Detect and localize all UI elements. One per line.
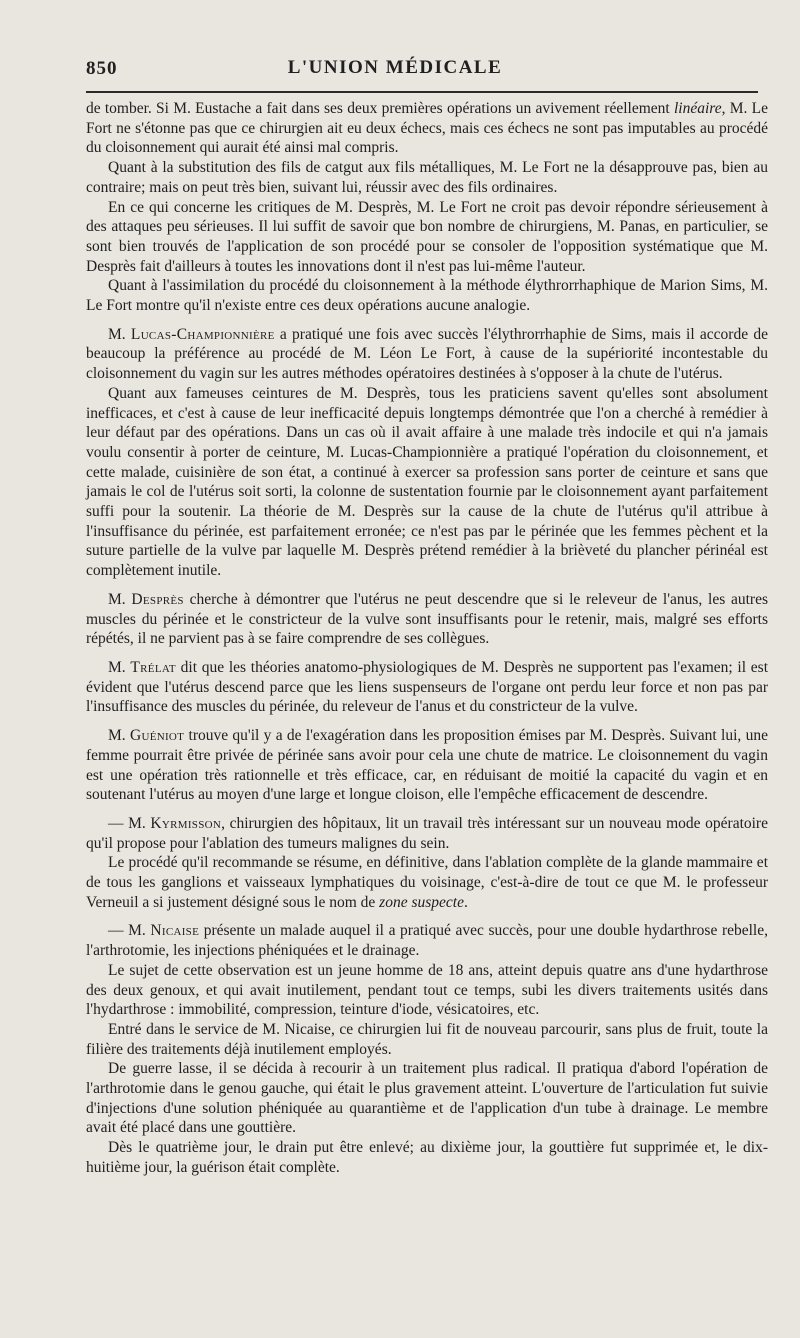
paragraph-p2 xyxy=(86,158,768,197)
text-run: Quant à l'assimilation du procédé du cloisonnement à la méthode élythrorrhaphique de Marion Sims, M. Le Fort montre qu'il n'existe entre ces deux opérations aucune analogie. xyxy=(86,277,768,315)
speaker-name: Lucas-Championnière xyxy=(130,325,275,343)
speaker-name: Kyrmisson xyxy=(150,814,222,832)
text-run: De guerre lasse, il se décida à recourir à un traitement plus radical. Il pratiqua d'abord l'opération de l'arthrotomie dans le genou gauche, qui était le plus gravement atteint. L'ouverture de l'articulation fut suivie d'injections d'une solution phéniquée au quarantième et de l'application d'un tube à drainage. Le membre avait été placé dans une gouttière. xyxy=(86,1060,768,1137)
emphasis-text: zone suspecte xyxy=(379,893,464,911)
paragraph-p9 xyxy=(86,726,768,805)
text-run: présente un malade auquel il a pratiqué avec succès, pour une double hydarthrose rebelle, l'arthrotomie, les injections phéniquées et le drainage. xyxy=(86,922,768,960)
text-run: M. xyxy=(108,727,130,745)
header-rule xyxy=(86,91,758,93)
page-number: 850 xyxy=(86,58,118,79)
text-run: — M. xyxy=(108,814,151,832)
text-run: Le procédé qu'il recommande se résume, en définitive, dans l'ablation complète de la glande mammaire et de tous les ganglions et vaisseaux lymphatiques du voisinage, c'est-à-dire de tout ce que M. le professeur Verneuil a si justement désigné sous le nom de xyxy=(86,854,768,911)
text-run: trouve qu'il y a de l'exagération dans les proposition émises par M. Desprès. Suivant lui, une femme pourrait être privée de périnée sans avoir pour cela une chute de matrice. Le cloisonnement du vagin est une opération très rationnelle et très efficace, car, en réduisant de moitié la capacité du vagin et en soutenant l'utérus au moyen d'une large et longue cloison, elle l'empêche efficacement de descendre. xyxy=(86,727,768,804)
paragraph-p12 xyxy=(86,921,768,960)
text-run: . xyxy=(463,893,468,911)
text-run: , M. Le Fort ne s'étonne pas que ce chirurgien ait eu deux échecs, mais ces échecs ne sont pas imputables au procédé du cloisonnement qui aurait été ainsi mal compris. xyxy=(86,100,768,157)
paragraph-p1 xyxy=(86,99,768,158)
running-title: L'UNION MÉDICALE xyxy=(287,57,503,78)
speaker-name: Nicaise xyxy=(150,922,200,940)
paragraph-p3 xyxy=(86,198,768,277)
text-run: Dès le quatrième jour, le drain put être enlevé; au dixième jour, la gouttière fut supprimée et, le dix-huitième jour, la guérison était complète. xyxy=(86,1139,768,1176)
paragraph-p14 xyxy=(86,1020,768,1059)
paragraph-p4 xyxy=(86,276,768,315)
text-run: M. xyxy=(108,658,131,676)
text-run: , chirurgien des hôpitaux, lit un travail très intéressant sur un nouveau mode opératoire qu'il propose pour l'ablation des tumeurs malignes du sein. xyxy=(86,814,768,852)
paragraph-p15 xyxy=(86,1059,768,1138)
text-run: de tomber. Si M. Eustache a fait dans ses deux premières opérations un avivement réellement xyxy=(86,100,674,117)
text-run: En ce qui concerne les critiques de M. Desprès, M. Le Fort ne croit pas devoir répondre sérieusement à des attaques peu sérieuses. Il lui suffit de savoir que bon nombre de chirurgiens, M. Panas, en particulier, se sont bien trouvés de l'application de son procédé pour se consoler de l'opposition systématique que M. Desprès fait d'ailleurs à toutes les innovations dont il n'est pas lui-même l'auteur. xyxy=(86,198,768,275)
speaker-name: Trélat xyxy=(130,658,176,676)
paragraph-p7 xyxy=(86,590,768,649)
text-run: Quant à la substitution des fils de catgut aux fils métalliques, M. Le Fort ne la désapprouve pas, bien au contraire; mais on peut très bien, suivant lui, réussir avec des fils ordinaires. xyxy=(86,159,768,196)
paragraph-p16 xyxy=(86,1138,768,1177)
paragraph-p8 xyxy=(86,658,768,717)
emphasis-text: linéaire xyxy=(673,100,722,117)
paragraph-p5 xyxy=(86,325,768,384)
speaker-name: Desprès xyxy=(131,590,184,608)
text-run: Quant aux fameuses ceintures de M. Desprès, tous les praticiens savent qu'elles sont absolument inefficaces, et c'est à cause de leur inefficacité depuis longtemps démontrée que l'on a cherché à remédier à leur défaut par des opérations. Dans un cas où il avait affaire à une malade très indocile et qui n'a jamais voulu consentir à porter de ceinture, M. Lucas-Championnière a pratiqué l'opération du cloisonnement, et cette malade, cuisinière de son état, a continué à exercer sa profession sans porter de ceinture et sans que jamais le col de l'utérus soit sorti, la colonne de sustentation fournie par le cloisonnement ayant parfaitement suffi pour la soutenir. La théorie de M. Desprès sur la cause de la chute de l'utérus qu'il attribue à l'insuffisance du périnée, est parfaitement erronée; ce n'est pas par le périnée que les femmes pèchent et la suture partielle de la vulve par laquelle M. Desprès prétend remédier à la brièveté du plancher périnéal est complètement inutile. xyxy=(86,384,768,580)
paragraph-p10 xyxy=(86,814,768,853)
text-run: dit que les théories anatomo-physiologiques de M. Desprès ne supportent pas l'examen; il est évident que l'utérus descend parce que les liens suspenseurs de l'organe ont perdu leur force et non pas par l'insuffisance des muscles du périnée, du releveur de l'anus et du constricteur de la vulve. xyxy=(86,658,768,716)
paragraph-p13 xyxy=(86,961,768,1020)
paragraph-p11 xyxy=(86,853,768,912)
article-body xyxy=(86,99,768,1178)
text-run: cherche à démontrer que l'utérus ne peut descendre que si le releveur de l'anus, les autres muscles du périnée et le constricteur de la vulve sont insuffisants pour le retenir, mais, malgré ses efforts répétés, il ne parvient pas à se faire comprendre de ses collègues. xyxy=(86,590,768,648)
paragraph-p6 xyxy=(86,384,768,581)
text-run: Entré dans le service de M. Nicaise, ce chirurgien lui fit de nouveau parcourir, sans plus de fruit, toute la filière des traitements déjà inutilement employés. xyxy=(86,1020,768,1058)
text-run: Le sujet de cette observation est un jeune homme de 18 ans, atteint depuis quatre ans d'une hydarthrose des deux genoux, et qui avait inutilement, pendant tout ce temps, subi les divers traitements usités dans l'hydarthrose : immobilité, compression, teinture d'iode, vésicatoires, etc. xyxy=(86,961,768,1019)
speaker-name: Guéniot xyxy=(129,727,185,745)
text-run: M. xyxy=(108,325,131,343)
text-run: a pratiqué une fois avec succès l'élythrorrhaphie de Sims, mais il accorde de beaucoup la préférence au procédé de M. Léon Le Fort, à cause de la supériorité incontestable du cloisonnement du vagin sur les autres méthodes opératoires destinées à s'opposer à la chute de l'utérus. xyxy=(86,325,768,383)
text-run: — M. xyxy=(108,922,151,940)
text-run: M. xyxy=(108,590,132,608)
